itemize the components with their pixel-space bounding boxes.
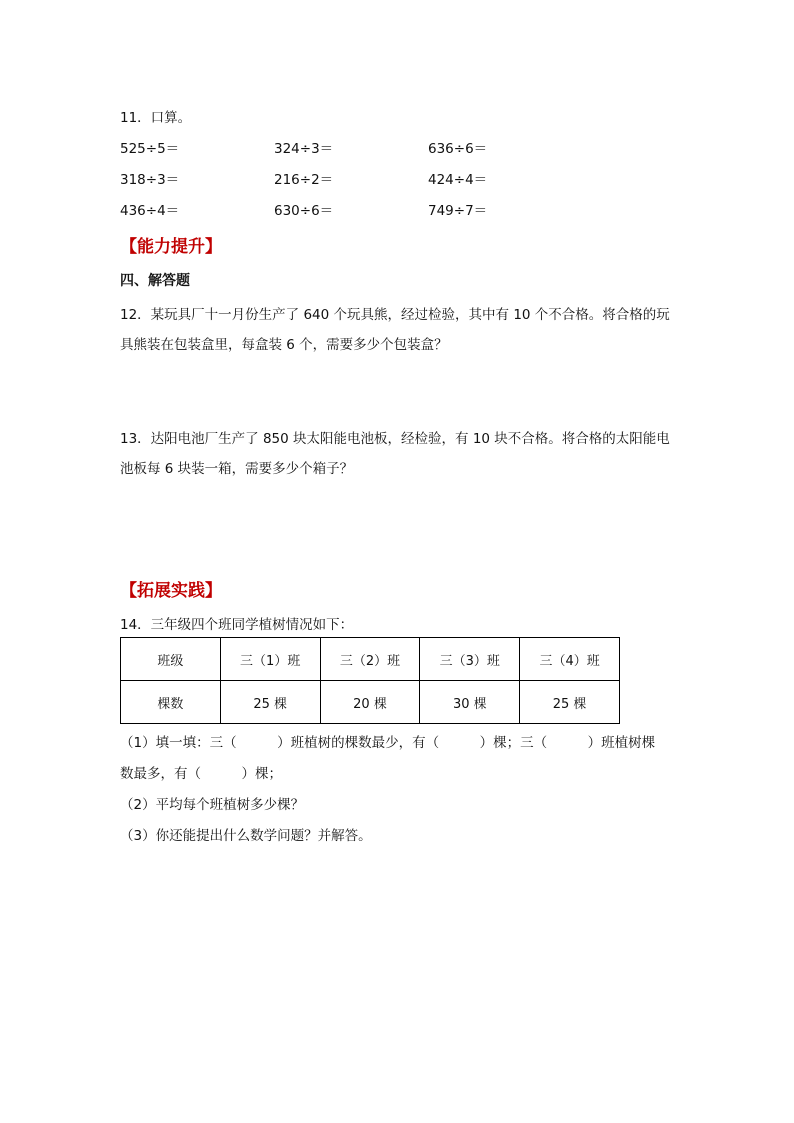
table-header-cell: 班级	[121, 638, 221, 681]
q11-item: 630÷6＝	[274, 203, 334, 219]
q14-sub1-line: （1）填一填：三（ ）班植树的棵数最少，有（ ）棵；三（ ）班植树棵	[120, 735, 656, 751]
q14-sub2: （2）平均每个班植树多少棵？	[120, 797, 305, 813]
table-cell: 棵数	[121, 681, 221, 724]
table-row	[121, 681, 620, 724]
q13-line: 池板每 6 块装一箱，需要多少个箱子？	[120, 461, 354, 477]
section-heading-practice: 【拓展实践】	[120, 581, 222, 601]
q14-sub1-line: 数最多，有（ ）棵；	[120, 766, 282, 782]
table-header-cell: 三（1）班	[220, 638, 320, 681]
q12-line: 具熊装在包装盒里，每盒装 6 个，需要多少个包装盒？	[120, 337, 448, 353]
q12-line: 12．某玩具厂十一月份生产了 640 个玩具熊，经过检验，其中有 10 个不合格。将合格的玩	[120, 307, 670, 323]
q11-item: 436÷4＝	[120, 203, 180, 219]
q11-item: 749÷7＝	[428, 203, 488, 219]
q14-intro: 14．三年级四个班同学植树情况如下：	[120, 617, 354, 633]
table-header-cell: 三（3）班	[420, 638, 520, 681]
table-cell: 20 棵	[320, 681, 420, 724]
table-cell: 30 棵	[420, 681, 520, 724]
q11-item: 636÷6＝	[428, 141, 488, 157]
q11-item: 424÷4＝	[428, 172, 488, 188]
q11-item: 324÷3＝	[274, 141, 334, 157]
q13-line: 13．达阳电池厂生产了 850 块太阳能电池板，经检验，有 10 块不合格。将合格的太阳能电	[120, 431, 670, 447]
q11-item: 525÷5＝	[120, 141, 180, 157]
q11-item: 216÷2＝	[274, 172, 334, 188]
table-row	[121, 638, 620, 681]
q11-item: 318÷3＝	[120, 172, 180, 188]
tree-planting-table	[120, 637, 620, 724]
table-cell: 25 棵	[220, 681, 320, 724]
heading-answer-questions: 四、解答题	[120, 273, 190, 289]
table-header-cell: 三（2）班	[320, 638, 420, 681]
q11-title: 11．口算。	[120, 110, 192, 126]
section-heading-ability: 【能力提升】	[120, 237, 222, 257]
table-header-cell: 三（4）班	[520, 638, 620, 681]
q14-sub3: （3）你还能提出什么数学问题？并解答。	[120, 828, 372, 844]
table-cell: 25 棵	[520, 681, 620, 724]
